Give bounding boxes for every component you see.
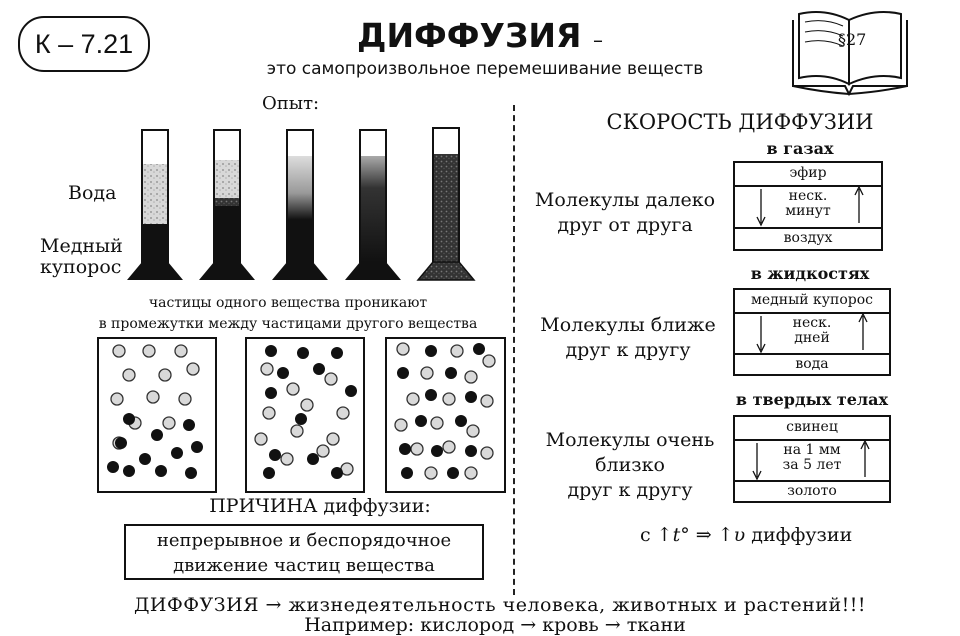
formula-suffix: диффузии (745, 524, 853, 546)
copper-particle (445, 367, 457, 379)
particles-caption-line2: в промежутки между частицами другого вещества (98, 316, 478, 332)
gases-desc-line2: друг от друга (557, 214, 693, 236)
liquids-label: в жидкостях (750, 264, 870, 283)
water-particle (397, 343, 409, 355)
gases-mid1: неск. (788, 188, 828, 204)
copper-sulfate-label (40, 236, 123, 278)
water-particle (465, 467, 477, 479)
water-particle (301, 399, 313, 411)
cause-line1: непрерывное и беспорядочное (156, 530, 452, 551)
title-text: ДИФФУЗИЯ (357, 16, 582, 55)
cause-line2: движение частиц вещества (173, 555, 435, 576)
water-particle (261, 363, 273, 375)
book-icon (785, 6, 915, 102)
water-particle (163, 417, 175, 429)
copper-particle (401, 467, 413, 479)
particles-caption (38, 293, 538, 335)
copper-particle (263, 467, 275, 479)
copper-label-line1: Медный (40, 235, 123, 257)
copper-label-line2: купорос (40, 256, 122, 278)
liquids-mid1: неск. (792, 315, 832, 331)
water-particle (113, 345, 125, 357)
solids-mid2: за 5 лет (782, 457, 842, 473)
water-particle (255, 433, 267, 445)
water-particle (395, 419, 407, 431)
test-tubes-diagram (125, 120, 485, 292)
water-particle (465, 371, 477, 383)
copper-particle (425, 345, 437, 357)
water-particle (481, 447, 493, 459)
particle-box-before (97, 337, 217, 493)
liquids-description (528, 313, 728, 363)
solids-desc-line1: Молекулы очень (545, 429, 715, 451)
copper-particle (313, 363, 325, 375)
copper-particle (265, 345, 277, 357)
liquids-desc-line2: друг к другу (565, 339, 691, 361)
gases-label: в газах (766, 139, 834, 158)
gases-scale (733, 161, 883, 251)
water-particle (175, 345, 187, 357)
water-label: Вода (68, 182, 117, 204)
diffusion-importance: ДИФФУЗИЯ → жизнедеятельность человека, животных и растений!!! (133, 594, 867, 616)
copper-particle (431, 445, 443, 457)
gases-description (525, 188, 725, 238)
liquids-desc-line1: Молекулы ближе (540, 314, 716, 336)
liquids-mid2: дней (794, 330, 830, 346)
copper-particle (295, 413, 307, 425)
liquids-arrows (735, 290, 889, 374)
water-particle (431, 417, 443, 429)
water-particle (143, 345, 155, 357)
dashed-divider (513, 105, 515, 595)
water-particle (483, 355, 495, 367)
liquids-bottom: вода (795, 356, 829, 372)
copper-particle (455, 415, 467, 427)
test-tube-3 (272, 130, 328, 280)
code-badge: К – 7.21 (18, 16, 150, 72)
test-tube-1 (127, 130, 183, 280)
solids-label: в твердых телах (735, 390, 889, 409)
water-particle (159, 369, 171, 381)
copper-particle (397, 367, 409, 379)
paragraph-number: §27 (838, 30, 867, 49)
copper-particle (277, 367, 289, 379)
gases-arrows (735, 163, 881, 249)
solids-desc-line3: друг к другу (567, 479, 693, 501)
copper-particle (139, 453, 151, 465)
copper-particle (155, 465, 167, 477)
water-particle (325, 373, 337, 385)
copper-particle (447, 467, 459, 479)
water-particle (187, 363, 199, 375)
water-particle (407, 393, 419, 405)
copper-particle (269, 449, 281, 461)
water-particle (179, 393, 191, 405)
diffusion-example: Например: кислород → кровь → ткани (304, 614, 686, 636)
formula-prefix: с ↑ (640, 524, 673, 546)
water-particle (111, 393, 123, 405)
test-tube-2 (199, 130, 255, 280)
copper-particle (151, 429, 163, 441)
cause-title: ПРИЧИНА диффузии: (209, 495, 431, 517)
water-particle (481, 395, 493, 407)
water-particle (281, 453, 293, 465)
water-particle (451, 345, 463, 357)
copper-particle (473, 343, 485, 355)
formula-temperature: t° (672, 524, 690, 546)
cause-box (124, 524, 484, 580)
water-particle (467, 425, 479, 437)
solids-scale (733, 415, 891, 503)
particles-svg (247, 339, 363, 491)
solids-arrows (735, 417, 889, 501)
copper-particle (171, 447, 183, 459)
diffusion-formula (640, 524, 852, 546)
gases-desc-line1: Молекулы далеко (534, 189, 716, 211)
copper-particle (345, 385, 357, 397)
copper-particle (465, 445, 477, 457)
copper-particle (183, 419, 195, 431)
particle-box-after (385, 337, 506, 493)
formula-velocity: υ (733, 524, 746, 546)
copper-particle (399, 443, 411, 455)
water-particle (317, 445, 329, 457)
formula-mid: ⇒ ↑ (689, 524, 734, 546)
copper-particle (123, 465, 135, 477)
solids-bottom: золото (787, 483, 837, 499)
copper-particle (123, 413, 135, 425)
copper-particle (331, 347, 343, 359)
copper-particle (465, 391, 477, 403)
copper-particle (191, 441, 203, 453)
particle-box-middle (245, 337, 365, 493)
copper-particle (425, 389, 437, 401)
water-particle (337, 407, 349, 419)
title-dash: – (592, 28, 603, 52)
liquids-top: медный купорос (750, 292, 874, 308)
water-particle (425, 467, 437, 479)
water-particle (291, 425, 303, 437)
solids-desc-line2: близко (595, 454, 665, 476)
copper-particle (307, 453, 319, 465)
copper-particle (265, 387, 277, 399)
particles-svg (99, 339, 215, 491)
test-tube-4 (345, 130, 401, 280)
copper-particle (415, 415, 427, 427)
definition-text: это самопроизвольное перемешивание веществ (266, 59, 704, 79)
water-particle (327, 433, 339, 445)
page-title (330, 16, 630, 55)
solids-top: свинец (786, 419, 838, 435)
water-particle (147, 391, 159, 403)
speed-title: СКОРОСТЬ ДИФФУЗИИ (606, 110, 874, 134)
water-particle (123, 369, 135, 381)
gases-top: эфир (789, 165, 827, 181)
copper-particle (185, 467, 197, 479)
particles-caption-line1: частицы одного вещества проникают (148, 295, 428, 311)
water-particle (443, 441, 455, 453)
solids-description (525, 428, 735, 503)
experiment-label: Опыт: (262, 93, 320, 114)
liquids-scale (733, 288, 891, 376)
water-particle (263, 407, 275, 419)
water-particle (443, 393, 455, 405)
solids-mid1: на 1 мм (783, 442, 841, 458)
gases-bottom: воздух (783, 230, 833, 246)
copper-particle (115, 437, 127, 449)
gases-mid2: минут (785, 203, 831, 219)
water-particle (411, 443, 423, 455)
water-particle (421, 367, 433, 379)
copper-particle (107, 461, 119, 473)
water-particle (287, 383, 299, 395)
particles-svg (387, 339, 503, 491)
copper-particle (297, 347, 309, 359)
test-tube-5 (418, 128, 474, 280)
copper-particle (331, 467, 343, 479)
